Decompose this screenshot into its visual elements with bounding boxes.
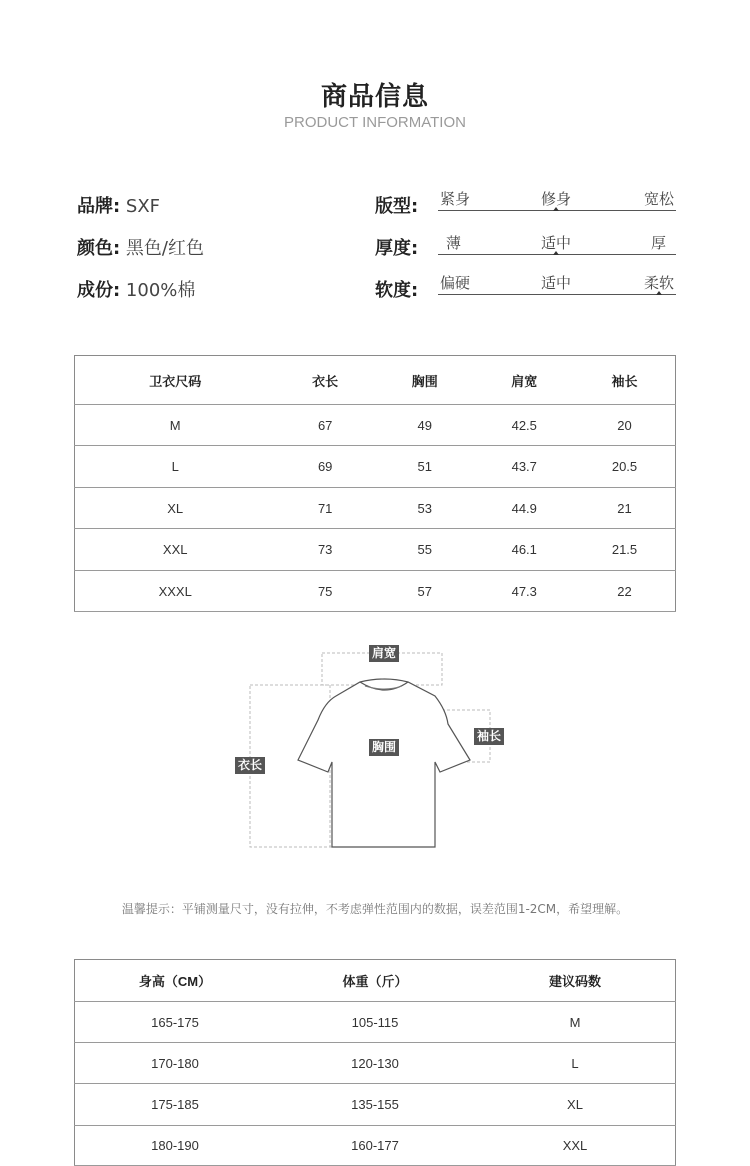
table-cell: 42.5 bbox=[474, 405, 574, 446]
table-row bbox=[75, 405, 676, 446]
table-cell: XXL bbox=[475, 1126, 676, 1166]
attr-brand-value: SXF bbox=[120, 196, 161, 217]
table-cell: 22 bbox=[574, 571, 675, 612]
table-cell: L bbox=[75, 446, 276, 488]
recommend-table-header bbox=[75, 960, 676, 1002]
table-cell: 20 bbox=[574, 405, 675, 446]
table-cell: 120-130 bbox=[275, 1043, 475, 1084]
table-cell: 44.9 bbox=[474, 488, 574, 529]
scale-fit-marker bbox=[553, 207, 559, 211]
page-subtitle: PRODUCT INFORMATION bbox=[284, 114, 466, 131]
size-col-shoulder: 肩宽 bbox=[474, 356, 574, 405]
scale-softness-option-2: 柔软 bbox=[643, 274, 674, 292]
label-sleeve: 袖长 bbox=[474, 728, 504, 745]
label-chest: 胸围 bbox=[369, 739, 399, 756]
attr-color bbox=[77, 234, 204, 260]
attr-brand bbox=[77, 192, 160, 218]
table-cell: 71 bbox=[275, 488, 375, 529]
scale-thickness-option-1: 适中 bbox=[541, 234, 572, 252]
table-cell: 49 bbox=[375, 405, 475, 446]
table-cell: 170-180 bbox=[75, 1043, 276, 1084]
scale-thickness bbox=[438, 232, 676, 255]
table-cell: 55 bbox=[375, 529, 475, 571]
scale-fit-option-0: 紧身 bbox=[440, 190, 471, 208]
table-row bbox=[75, 488, 676, 529]
table-cell: 160-177 bbox=[275, 1126, 475, 1166]
scale-softness-marker bbox=[656, 291, 662, 295]
table-row bbox=[75, 1043, 676, 1084]
recommend-col-size: 建议码数 bbox=[475, 960, 676, 1002]
scale-softness bbox=[438, 272, 676, 295]
scale-thickness-label: 厚度: bbox=[375, 238, 419, 259]
table-cell: 46.1 bbox=[474, 529, 574, 571]
size-col-sleeve: 袖长 bbox=[574, 356, 675, 405]
label-shoulder: 肩宽 bbox=[369, 645, 399, 662]
recommend-table bbox=[74, 959, 676, 1166]
scale-softness-option-1: 适中 bbox=[541, 274, 572, 292]
table-cell: XL bbox=[75, 488, 276, 529]
table-cell: 175-185 bbox=[75, 1084, 276, 1126]
table-cell: 47.3 bbox=[474, 571, 574, 612]
attr-material-key: 成份: bbox=[77, 280, 121, 301]
table-cell: 67 bbox=[275, 405, 375, 446]
scale-fit-label: 版型: bbox=[375, 196, 419, 217]
scale-fit-option-1: 修身 bbox=[541, 190, 572, 208]
table-row bbox=[75, 446, 676, 488]
scale-softness-label: 软度: bbox=[375, 280, 419, 301]
scale-thickness-option-0: 薄 bbox=[446, 234, 462, 252]
table-cell: 135-155 bbox=[275, 1084, 475, 1126]
table-cell: 180-190 bbox=[75, 1126, 276, 1166]
label-length: 衣长 bbox=[235, 757, 265, 774]
table-cell: 165-175 bbox=[75, 1002, 276, 1043]
attr-material bbox=[77, 276, 195, 302]
table-cell: 20.5 bbox=[574, 446, 675, 488]
measurement-diagram bbox=[230, 640, 520, 860]
scale-softness-option-0: 偏硬 bbox=[440, 274, 471, 292]
page-title: 商品信息 bbox=[320, 82, 429, 112]
table-cell: 105-115 bbox=[275, 1002, 475, 1043]
table-cell: 69 bbox=[275, 446, 375, 488]
table-row bbox=[75, 1084, 676, 1126]
table-cell: M bbox=[475, 1002, 676, 1043]
table-row bbox=[75, 529, 676, 571]
attr-color-key: 颜色: bbox=[77, 238, 121, 259]
table-row bbox=[75, 1126, 676, 1166]
attr-material-value: 100%棉 bbox=[120, 280, 196, 301]
scale-thickness-option-2: 厚 bbox=[650, 234, 666, 252]
recommend-col-weight: 体重（斤） bbox=[275, 960, 475, 1002]
table-row bbox=[75, 571, 676, 612]
size-col-length: 衣长 bbox=[275, 356, 375, 405]
table-cell: 51 bbox=[375, 446, 475, 488]
table-cell: XXXL bbox=[75, 571, 276, 612]
size-table-header bbox=[75, 356, 676, 405]
table-cell: M bbox=[75, 405, 276, 446]
scale-fit bbox=[438, 188, 676, 211]
attr-brand-key: 品牌: bbox=[77, 196, 121, 217]
table-cell: 73 bbox=[275, 529, 375, 571]
size-col-chest: 胸围 bbox=[375, 356, 475, 405]
table-cell: 21 bbox=[574, 488, 675, 529]
table-cell: XXL bbox=[75, 529, 276, 571]
size-col-size: 卫衣尺码 bbox=[75, 356, 276, 405]
table-cell: 53 bbox=[375, 488, 475, 529]
scale-thickness-marker bbox=[553, 251, 559, 255]
table-cell: 75 bbox=[275, 571, 375, 612]
table-cell: 21.5 bbox=[574, 529, 675, 571]
attr-color-value: 黑色/红色 bbox=[120, 238, 204, 259]
table-cell: 57 bbox=[375, 571, 475, 612]
table-cell: L bbox=[475, 1043, 676, 1084]
measurement-tip: 温馨提示：平铺测量尺寸，没有拉伸，不考虑弹性范围内的数据，误差范围1-2CM，希望理解。 bbox=[121, 902, 629, 916]
table-cell: 43.7 bbox=[474, 446, 574, 488]
table-cell: XL bbox=[475, 1084, 676, 1126]
table-row bbox=[75, 1002, 676, 1043]
size-table bbox=[74, 355, 676, 612]
scale-fit-option-2: 宽松 bbox=[643, 190, 674, 208]
recommend-col-height: 身高（CM） bbox=[75, 960, 276, 1002]
